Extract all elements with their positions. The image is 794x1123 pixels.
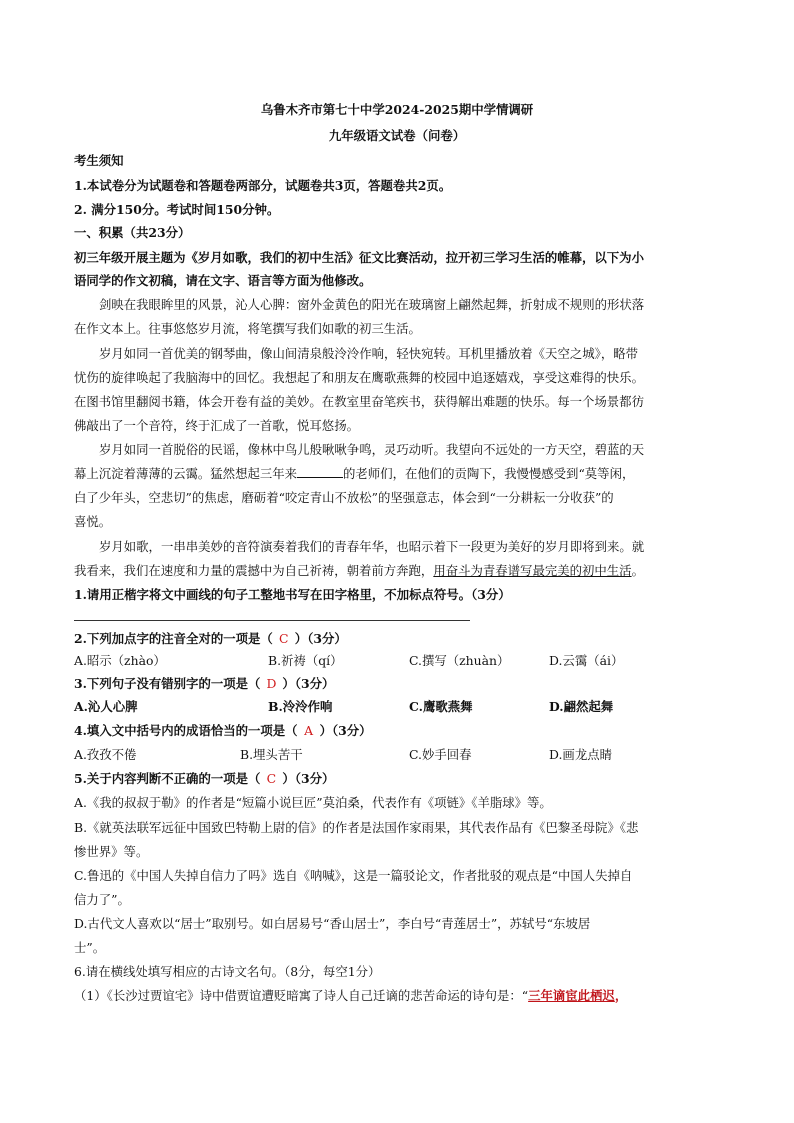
question-3 [74,676,334,692]
question-stem: 2.下列加点字的注音全对的一项是（ [74,631,273,646]
answer-mark: A [304,723,314,738]
passage-text: 的老师们，在他们的贡陶下，我慢慢感受到“莫等闲， [343,466,635,481]
notice-item: 2. 满分150分。考试时间150分钟。 [74,202,280,217]
passage-text: 。 [631,563,644,578]
option: A.沁人心脾 [74,699,138,714]
passage-text: 我看来，我们在速度和力量的震撼中为自己祈祷，朝着前方奔跑， [74,563,434,578]
passage-line: 在作文本上。往事悠悠岁月流，将笔撰写我们如歌的初三生活。 [74,321,421,336]
option: B.泠泠作响 [268,699,333,714]
passage-line: 佛敲出了一个音符，终于汇成了一首歌，悦耳悠扬。 [74,418,359,433]
idiom-blank [297,466,343,478]
question-score: ）（3分） [294,631,347,646]
option: C.撰写（zhuàn） [409,653,510,668]
passage-line: 岁月如同一首脱俗的民谣，像林中鸟儿般啾啾争鸣，灵巧动听。我望向不远处的一方天空，碧蓝的天 [99,442,645,457]
option: D.古代文人喜欢以“居士”取别号。如白居易号“香山居士”，李白号“青莲居士”，苏轼号“东坡居 [74,916,591,931]
passage-line: 剑映在我眼眸里的风景，沁人心脾：窗外金黄色的阳光在玻璃窗上翩然起舞，折射成不规则的形状落 [99,297,645,312]
notice-item: 1.本试卷分为试题卷和答题卷两部分，试题卷共3页，答题卷共2页。 [74,178,452,193]
option: B.祈祷（qí） [268,653,343,668]
page-title: 乌鲁木齐市第七十中学2024-2025期中学情调研 [260,102,534,117]
option: 士”。 [74,940,106,955]
section-heading: 一、积累（共23分） [74,225,191,240]
question-6-1 [74,988,627,1004]
answer-punct: ， [614,988,628,1003]
question-stem: （1）《长沙过贾谊宅》诗中借贾谊遭贬暗寓了诗人自己迁谪的悲苦命运的诗句是：“ [74,988,529,1003]
passage-text: 幕上沉淀着薄薄的云霭。猛然想起三年来 [74,466,298,481]
option: D.画龙点睛 [549,747,612,762]
passage-line [74,563,644,579]
passage-line: 喜悦。 [74,514,112,529]
answer-mark: C [266,771,277,786]
answer-mark: C [279,631,289,646]
question-score: ）（3分） [319,723,372,738]
option: C.鹰歌燕舞 [409,699,473,714]
passage-line: 白了少年头，空悲切”的焦虑，磨砺着“咬定青山不放松”的坚强意志，体会到“一分耕耘一分收获”的 [74,490,614,505]
question-6: 6.请在横线处填写相应的古诗文名句。（8分，每空1分） [74,964,381,979]
option: 惨世界》等。 [74,844,149,859]
section-intro: 初三年级开展主题为《岁月如歌，我们的初中生活》征文比赛活动，拉开初三学习生活的帷幕，以下为小 [74,250,644,265]
answer-line [74,620,470,621]
option: C.妙手回春 [409,747,472,762]
underlined-sentence: 用奋斗为青春谱写最完美的初中生活 [433,563,632,578]
question-stem: 5.关于内容判断不正确的一项是（ [74,771,261,786]
question-2 [74,631,347,647]
question-5 [74,771,334,787]
option: D.云霭（ái） [549,653,624,668]
option: D.翩然起舞 [549,699,614,714]
question-score: ）（3分） [282,676,335,691]
section-intro: 语同学的作文初稿，请在文字、语言等方面为他修改。 [74,273,372,288]
option: A.孜孜不倦 [74,747,137,762]
answer-mark: D [266,676,277,691]
passage-line: 在图书馆里翻阅书籍，体会开卷有益的美妙。在教室里奋笔疾书，获得解出难题的快乐。每一个场景都彷 [74,394,644,409]
option: A.昭示（zhào） [74,653,166,668]
option: 信力了”。 [74,892,130,907]
option: B.埋头苦干 [240,747,303,762]
passage-line: 忧伤的旋律唤起了我脑海中的回忆。我想起了和朋友在鹰歌燕舞的校园中追逐嬉戏，享受这难得的快乐。 [74,370,644,385]
page-subtitle: 九年级语文试卷（问卷） [328,128,466,143]
question-score: ）（3分） [282,771,335,786]
passage-line: 岁月如歌，一串串美妙的音符演奏着我们的青春年华，也昭示着下一段更为美好的岁月即将到来。就 [99,539,645,554]
passage-line [74,466,634,482]
passage-line: 岁月如同一首优美的钢琴曲，像山间清泉般泠泠作响，轻快宛转。耳机里播放着《天空之城》，略带 [99,346,638,361]
notice-heading: 考生须知 [74,153,124,168]
answer-text: 三年谪宦此栖迟 [528,988,615,1003]
question-1: 1.请用正楷字将文中画线的句子工整地书写在田字格里，不加标点符号。（3分） [74,587,511,602]
option: A.《我的叔叔于勒》的作者是“短篇小说巨匠”莫泊桑，代表作有《项链》《羊脂球》等。 [74,795,552,810]
question-stem: 4.填入文中括号内的成语恰当的一项是（ [74,723,298,738]
question-stem: 3.下列句子没有错别字的一项是（ [74,676,261,691]
option: B.《就英法联军远征中国致巴特勒上尉的信》的作者是法国作家雨果，其代表作品有《巴黎圣母院》《悲 [74,820,639,835]
question-4 [74,723,372,739]
option: C.鲁迅的《中国人失掉自信力了吗》选自《呐喊》，这是一篇驳论文，作者批驳的观点是“中国人失掉自 [74,868,633,883]
